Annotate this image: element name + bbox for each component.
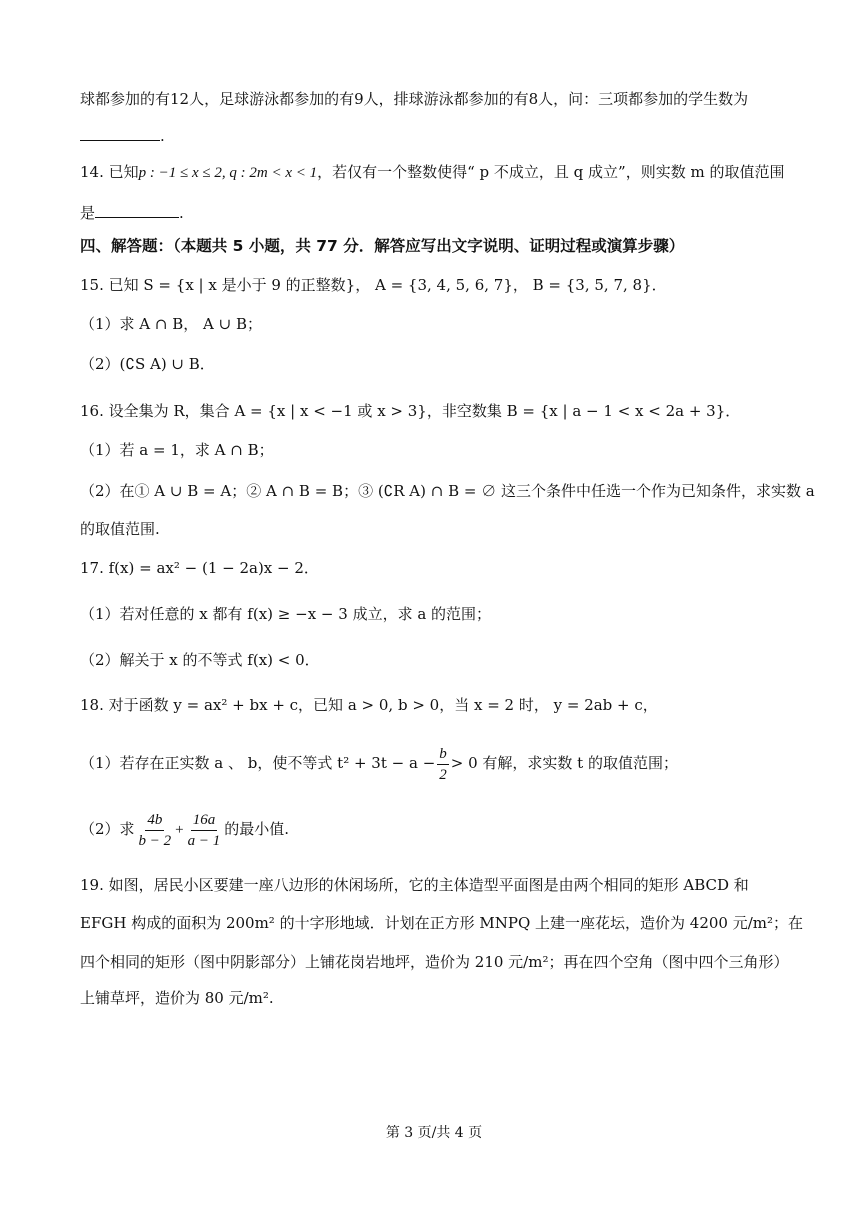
q15-part2-text: （2）(∁S A) ∪ B．: [80, 355, 215, 373]
q18-part1-pre: （1）若存在正实数 a 、 b，使不等式 t² + 3t − a −: [80, 754, 436, 772]
q19-line1-text: 19. 如图，居民小区要建一座八边形的休闲场所，它的主体造型平面图是由两个相同的矩形 ABCD 和: [80, 876, 749, 894]
fraction-numerator: 16a: [191, 810, 218, 831]
answer-blank: [95, 201, 179, 218]
q17-part2-text: （2）解关于 x 的不等式 f(x) < 0．: [80, 651, 320, 669]
q16-part2-cont: [80, 518, 828, 540]
page-number: 第 3 页/共 4 页: [385, 1125, 483, 1141]
q17-part2: [80, 649, 828, 671]
plus-sign: +: [175, 822, 184, 838]
q14-condition: p : −1 ≤ x ≤ 2, q : 2m < x < 1: [138, 165, 318, 181]
section-heading: [80, 235, 828, 257]
q15-part1-text: （1）求 A ∩ B， A ∪ B；: [80, 315, 263, 333]
q13-text: 球都参加的有12人，足球游泳都参加的有9人，排球游泳都参加的有8人，问：三项都参加的学生数为: [80, 90, 749, 108]
q16-part1: [80, 439, 828, 461]
q14-text: ，若仅有一个整数使得“ p 不成立，且 q 成立”，则实数 m 的取值范围: [317, 163, 785, 181]
q17-stem-text: 17. f(x) = ax² − (1 − 2a)x − 2．: [80, 559, 319, 577]
q13-period: .: [160, 127, 165, 145]
q13-continuation-line: [80, 88, 828, 110]
q18-stem-text: 18. 对于函数 y = ax² + bx + c，已知 a > 0, b > 0，当 x = 2 时， y = 2ab + c，: [80, 696, 658, 714]
q16-part2-text: （2）在① A ∪ B = A；② A ∩ B = B；③ (∁R A) ∩ B = ∅ 这三个条件中任选一个作为已知条件，求实数 a: [80, 482, 815, 500]
fraction-numerator: b: [437, 744, 449, 765]
q14-line2-text: 是: [80, 204, 96, 222]
q15-stem-text: 15. 已知 S = {x | x 是小于 9 的正整数}， A = {3, 4, 5, 6, 7}， B = {3, 5, 7, 8}．: [80, 276, 667, 294]
fraction-b-over-2: [437, 744, 449, 785]
q17-stem: [80, 557, 828, 579]
q14-number: 14. 已知: [80, 163, 139, 181]
fraction-denominator: 2: [439, 766, 447, 783]
q18-part1: [80, 742, 828, 784]
fraction-numerator: 4b: [145, 810, 164, 831]
q18-part1-post: > 0 有解，求实数 t 的取值范围；: [450, 754, 678, 772]
q13-answer-line: [80, 124, 828, 147]
q19-line1: [80, 874, 828, 896]
q14-period: .: [179, 204, 184, 222]
q19-line3: [80, 951, 828, 973]
q15-stem: [80, 274, 828, 296]
page-footer: [0, 1122, 868, 1142]
q19-line2-text: EFGH 构成的面积为 200m² 的十字形地域．计划在正方形 MNPQ 上建一座花坛，造价为 4200 元/m²；在: [80, 914, 804, 932]
q18-part2: [80, 808, 828, 850]
q19-line3-text: 四个相同的矩形（图中阴影部分）上铺花岗岩地坪，造价为 210 元/m²；再在四个空角（图中四个三角形）: [80, 953, 789, 971]
fraction-16a: [186, 810, 223, 851]
q16-part2b-text: 的取值范围.: [80, 520, 160, 538]
q16-part1-text: （1）若 a = 1，求 A ∩ B；: [80, 441, 274, 459]
q18-stem: [80, 694, 828, 716]
q16-stem: [80, 400, 828, 422]
q18-part2-pre: （2）求: [80, 820, 135, 838]
q17-part1: [80, 603, 828, 625]
q17-part1-text: （1）若对任意的 x 都有 f(x) ≥ −x − 3 成立，求 a 的范围；: [80, 605, 492, 623]
q16-part2: [80, 480, 828, 502]
section-title: 四、解答题：（本题共 5 小题，共 77 分．解答应写出文字说明、证明过程或演算步骤）: [80, 237, 685, 255]
q19-line4-text: 上铺草坪，造价为 80 元/m².: [80, 989, 274, 1007]
q15-part2: [80, 353, 828, 375]
q18-part2-post: 的最小值.: [224, 820, 290, 838]
q19-line4: [80, 987, 828, 1009]
fraction-4b: [137, 810, 174, 851]
q14-line1: [80, 161, 828, 184]
q15-part1: [80, 313, 828, 335]
q14-line2: [80, 201, 828, 224]
q19-line2: [80, 912, 828, 934]
fraction-denominator: a − 1: [187, 832, 221, 849]
q16-stem-text: 16. 设全集为 R，集合 A = {x | x < −1 或 x > 3}，非空数集 B = {x | a − 1 < x < 2a + 3}．: [80, 402, 741, 420]
answer-blank: [80, 124, 160, 141]
fraction-denominator: b − 2: [138, 832, 172, 849]
